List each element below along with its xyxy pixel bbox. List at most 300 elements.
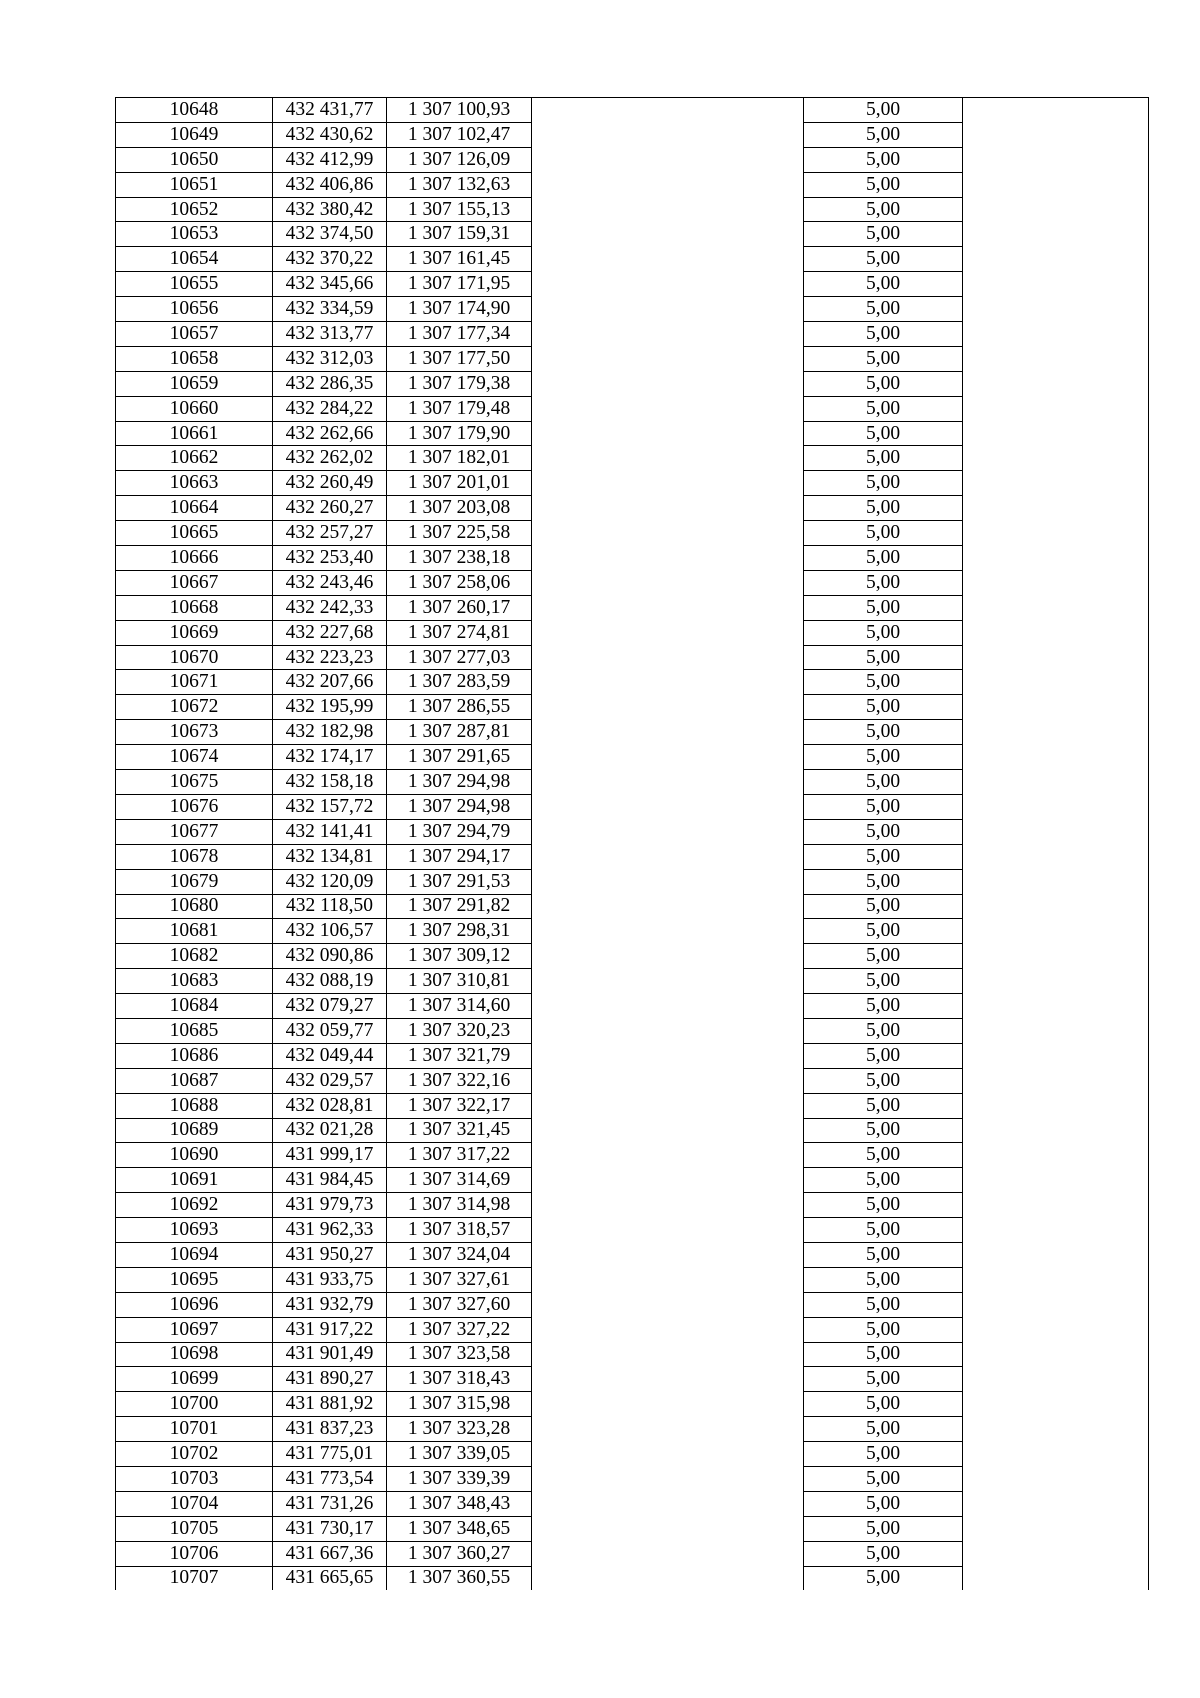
empty-cell	[532, 122, 804, 147]
empty-cell	[532, 172, 804, 197]
value-cell: 5,00	[804, 197, 963, 222]
point-number-cell: 10658	[116, 346, 273, 371]
empty-cell	[532, 819, 804, 844]
table-row	[116, 1242, 1149, 1267]
point-number-cell: 10668	[116, 595, 273, 620]
empty-cell	[532, 346, 804, 371]
point-number-cell: 10684	[116, 994, 273, 1019]
point-number-cell: 10702	[116, 1442, 273, 1467]
table-row	[116, 1118, 1149, 1143]
y-coordinate-cell: 1 307 287,81	[387, 720, 532, 745]
point-number-cell: 10650	[116, 147, 273, 172]
value-cell: 5,00	[804, 396, 963, 421]
y-coordinate-cell: 1 307 310,81	[387, 969, 532, 994]
value-cell: 5,00	[804, 1118, 963, 1143]
y-coordinate-cell: 1 307 291,65	[387, 745, 532, 770]
x-coordinate-cell: 432 090,86	[273, 944, 387, 969]
y-coordinate-cell: 1 307 179,38	[387, 371, 532, 396]
empty-cell	[532, 1541, 804, 1566]
empty-cell	[963, 1292, 1149, 1317]
table-row	[116, 1491, 1149, 1516]
empty-cell	[963, 147, 1149, 172]
point-number-cell: 10707	[116, 1566, 273, 1590]
y-coordinate-cell: 1 307 327,60	[387, 1292, 532, 1317]
y-coordinate-cell: 1 307 201,01	[387, 471, 532, 496]
point-number-cell: 10673	[116, 720, 273, 745]
y-coordinate-cell: 1 307 322,16	[387, 1068, 532, 1093]
table-row	[116, 869, 1149, 894]
point-number-cell: 10663	[116, 471, 273, 496]
x-coordinate-cell: 431 881,92	[273, 1392, 387, 1417]
x-coordinate-cell: 431 731,26	[273, 1491, 387, 1516]
value-cell: 5,00	[804, 247, 963, 272]
empty-cell	[963, 894, 1149, 919]
x-coordinate-cell: 432 157,72	[273, 794, 387, 819]
x-coordinate-cell: 432 345,66	[273, 272, 387, 297]
value-cell: 5,00	[804, 98, 963, 123]
empty-cell	[532, 844, 804, 869]
empty-cell	[963, 819, 1149, 844]
y-coordinate-cell: 1 307 323,58	[387, 1342, 532, 1367]
value-cell: 5,00	[804, 1068, 963, 1093]
point-number-cell: 10662	[116, 446, 273, 471]
y-coordinate-cell: 1 307 294,98	[387, 770, 532, 795]
point-number-cell: 10659	[116, 371, 273, 396]
empty-cell	[532, 1193, 804, 1218]
empty-cell	[532, 745, 804, 770]
point-number-cell: 10655	[116, 272, 273, 297]
empty-cell	[532, 1267, 804, 1292]
point-number-cell: 10669	[116, 620, 273, 645]
empty-cell	[963, 322, 1149, 347]
empty-cell	[963, 1093, 1149, 1118]
point-number-cell: 10688	[116, 1093, 273, 1118]
empty-cell	[532, 969, 804, 994]
empty-cell	[963, 695, 1149, 720]
x-coordinate-cell: 431 775,01	[273, 1442, 387, 1467]
y-coordinate-cell: 1 307 318,57	[387, 1218, 532, 1243]
table-row	[116, 994, 1149, 1019]
empty-cell	[532, 471, 804, 496]
x-coordinate-cell: 432 028,81	[273, 1093, 387, 1118]
empty-cell	[963, 172, 1149, 197]
table-row	[116, 1093, 1149, 1118]
table-row	[116, 819, 1149, 844]
table-row	[116, 147, 1149, 172]
table-row	[116, 670, 1149, 695]
value-cell: 5,00	[804, 1516, 963, 1541]
empty-cell	[963, 794, 1149, 819]
value-cell: 5,00	[804, 745, 963, 770]
empty-cell	[532, 297, 804, 322]
point-number-cell: 10683	[116, 969, 273, 994]
value-cell: 5,00	[804, 1292, 963, 1317]
y-coordinate-cell: 1 307 161,45	[387, 247, 532, 272]
y-coordinate-cell: 1 307 177,50	[387, 346, 532, 371]
empty-cell	[963, 1118, 1149, 1143]
value-cell: 5,00	[804, 297, 963, 322]
empty-cell	[963, 595, 1149, 620]
point-number-cell: 10695	[116, 1267, 273, 1292]
value-cell: 5,00	[804, 1317, 963, 1342]
point-number-cell: 10670	[116, 645, 273, 670]
empty-cell	[532, 1566, 804, 1590]
empty-cell	[963, 645, 1149, 670]
x-coordinate-cell: 432 120,09	[273, 869, 387, 894]
empty-cell	[963, 1218, 1149, 1243]
value-cell: 5,00	[804, 272, 963, 297]
x-coordinate-cell: 432 430,62	[273, 122, 387, 147]
value-cell: 5,00	[804, 894, 963, 919]
y-coordinate-cell: 1 307 132,63	[387, 172, 532, 197]
x-coordinate-cell: 432 257,27	[273, 521, 387, 546]
y-coordinate-cell: 1 307 324,04	[387, 1242, 532, 1267]
empty-cell	[963, 496, 1149, 521]
y-coordinate-cell: 1 307 339,05	[387, 1442, 532, 1467]
x-coordinate-cell: 432 370,22	[273, 247, 387, 272]
empty-cell	[532, 595, 804, 620]
value-cell: 5,00	[804, 1342, 963, 1367]
table-row	[116, 844, 1149, 869]
point-number-cell: 10661	[116, 421, 273, 446]
empty-cell	[963, 521, 1149, 546]
y-coordinate-cell: 1 307 294,17	[387, 844, 532, 869]
value-cell: 5,00	[804, 994, 963, 1019]
y-coordinate-cell: 1 307 348,65	[387, 1516, 532, 1541]
table-row	[116, 620, 1149, 645]
empty-cell	[963, 247, 1149, 272]
table-row	[116, 172, 1149, 197]
value-cell: 5,00	[804, 172, 963, 197]
table-row	[116, 546, 1149, 571]
value-cell: 5,00	[804, 720, 963, 745]
value-cell: 5,00	[804, 1267, 963, 1292]
point-number-cell: 10675	[116, 770, 273, 795]
x-coordinate-cell: 432 079,27	[273, 994, 387, 1019]
empty-cell	[532, 695, 804, 720]
empty-cell	[963, 371, 1149, 396]
value-cell: 5,00	[804, 844, 963, 869]
empty-cell	[532, 1093, 804, 1118]
x-coordinate-cell: 432 134,81	[273, 844, 387, 869]
table-row	[116, 919, 1149, 944]
x-coordinate-cell: 431 932,79	[273, 1292, 387, 1317]
empty-cell	[532, 894, 804, 919]
point-number-cell: 10703	[116, 1466, 273, 1491]
table-row	[116, 396, 1149, 421]
table-row	[116, 1392, 1149, 1417]
y-coordinate-cell: 1 307 327,22	[387, 1317, 532, 1342]
point-number-cell: 10654	[116, 247, 273, 272]
value-cell: 5,00	[804, 595, 963, 620]
empty-cell	[963, 1043, 1149, 1068]
empty-cell	[963, 1267, 1149, 1292]
table-row	[116, 894, 1149, 919]
x-coordinate-cell: 431 837,23	[273, 1417, 387, 1442]
y-coordinate-cell: 1 307 179,48	[387, 396, 532, 421]
point-number-cell: 10682	[116, 944, 273, 969]
y-coordinate-cell: 1 307 159,31	[387, 222, 532, 247]
value-cell: 5,00	[804, 546, 963, 571]
table-row	[116, 222, 1149, 247]
x-coordinate-cell: 432 286,35	[273, 371, 387, 396]
x-coordinate-cell: 431 773,54	[273, 1466, 387, 1491]
point-number-cell: 10664	[116, 496, 273, 521]
table-row	[116, 745, 1149, 770]
value-cell: 5,00	[804, 1491, 963, 1516]
empty-cell	[532, 570, 804, 595]
y-coordinate-cell: 1 307 360,27	[387, 1541, 532, 1566]
table-row	[116, 122, 1149, 147]
point-number-cell: 10693	[116, 1218, 273, 1243]
y-coordinate-cell: 1 307 314,60	[387, 994, 532, 1019]
x-coordinate-cell: 432 284,22	[273, 396, 387, 421]
value-cell: 5,00	[804, 1466, 963, 1491]
x-coordinate-cell: 432 260,27	[273, 496, 387, 521]
empty-cell	[963, 1466, 1149, 1491]
value-cell: 5,00	[804, 147, 963, 172]
table-row	[116, 1218, 1149, 1243]
value-cell: 5,00	[804, 794, 963, 819]
value-cell: 5,00	[804, 670, 963, 695]
x-coordinate-cell: 432 088,19	[273, 969, 387, 994]
x-coordinate-cell: 432 106,57	[273, 919, 387, 944]
y-coordinate-cell: 1 307 179,90	[387, 421, 532, 446]
point-number-cell: 10672	[116, 695, 273, 720]
table-row	[116, 521, 1149, 546]
empty-cell	[532, 1516, 804, 1541]
empty-cell	[532, 1491, 804, 1516]
empty-cell	[963, 994, 1149, 1019]
x-coordinate-cell: 432 242,33	[273, 595, 387, 620]
table-row	[116, 1018, 1149, 1043]
y-coordinate-cell: 1 307 320,23	[387, 1018, 532, 1043]
table-row	[116, 695, 1149, 720]
x-coordinate-cell: 432 227,68	[273, 620, 387, 645]
point-number-cell: 10678	[116, 844, 273, 869]
y-coordinate-cell: 1 307 309,12	[387, 944, 532, 969]
y-coordinate-cell: 1 307 315,98	[387, 1392, 532, 1417]
value-cell: 5,00	[804, 1566, 963, 1590]
empty-cell	[532, 197, 804, 222]
table-row	[116, 1566, 1149, 1590]
empty-cell	[963, 620, 1149, 645]
empty-cell	[532, 1168, 804, 1193]
point-number-cell: 10649	[116, 122, 273, 147]
empty-cell	[963, 446, 1149, 471]
empty-cell	[963, 570, 1149, 595]
point-number-cell: 10656	[116, 297, 273, 322]
x-coordinate-cell: 432 207,66	[273, 670, 387, 695]
empty-cell	[532, 1342, 804, 1367]
table-row	[116, 1516, 1149, 1541]
x-coordinate-cell: 431 665,65	[273, 1566, 387, 1590]
table-body	[116, 98, 1149, 1591]
point-number-cell: 10694	[116, 1242, 273, 1267]
point-number-cell: 10679	[116, 869, 273, 894]
y-coordinate-cell: 1 307 260,17	[387, 595, 532, 620]
x-coordinate-cell: 431 950,27	[273, 1242, 387, 1267]
empty-cell	[532, 272, 804, 297]
value-cell: 5,00	[804, 1143, 963, 1168]
empty-cell	[532, 496, 804, 521]
table-row	[116, 197, 1149, 222]
empty-cell	[532, 1392, 804, 1417]
point-number-cell: 10689	[116, 1118, 273, 1143]
value-cell: 5,00	[804, 1218, 963, 1243]
value-cell: 5,00	[804, 1442, 963, 1467]
value-cell: 5,00	[804, 496, 963, 521]
empty-cell	[963, 1018, 1149, 1043]
x-coordinate-cell: 432 223,23	[273, 645, 387, 670]
x-coordinate-cell: 432 021,28	[273, 1118, 387, 1143]
table-row	[116, 794, 1149, 819]
empty-cell	[532, 620, 804, 645]
y-coordinate-cell: 1 307 225,58	[387, 521, 532, 546]
table-row	[116, 720, 1149, 745]
table-row	[116, 1043, 1149, 1068]
point-number-cell: 10667	[116, 570, 273, 595]
y-coordinate-cell: 1 307 286,55	[387, 695, 532, 720]
value-cell: 5,00	[804, 944, 963, 969]
table-row	[116, 272, 1149, 297]
value-cell: 5,00	[804, 1093, 963, 1118]
table-row	[116, 371, 1149, 396]
table-row	[116, 421, 1149, 446]
empty-cell	[532, 720, 804, 745]
empty-cell	[532, 396, 804, 421]
empty-cell	[532, 521, 804, 546]
x-coordinate-cell: 431 901,49	[273, 1342, 387, 1367]
x-coordinate-cell: 432 253,40	[273, 546, 387, 571]
value-cell: 5,00	[804, 1392, 963, 1417]
empty-cell	[963, 1417, 1149, 1442]
empty-cell	[532, 994, 804, 1019]
point-number-cell: 10697	[116, 1317, 273, 1342]
empty-cell	[532, 247, 804, 272]
empty-cell	[963, 1491, 1149, 1516]
table-row	[116, 944, 1149, 969]
y-coordinate-cell: 1 307 339,39	[387, 1466, 532, 1491]
x-coordinate-cell: 432 059,77	[273, 1018, 387, 1043]
empty-cell	[963, 546, 1149, 571]
empty-cell	[963, 1516, 1149, 1541]
point-number-cell: 10677	[116, 819, 273, 844]
value-cell: 5,00	[804, 421, 963, 446]
y-coordinate-cell: 1 307 171,95	[387, 272, 532, 297]
empty-cell	[532, 98, 804, 123]
table-row	[116, 346, 1149, 371]
point-number-cell: 10686	[116, 1043, 273, 1068]
empty-cell	[532, 670, 804, 695]
point-number-cell: 10705	[116, 1516, 273, 1541]
point-number-cell: 10666	[116, 546, 273, 571]
empty-cell	[963, 272, 1149, 297]
value-cell: 5,00	[804, 1018, 963, 1043]
empty-cell	[532, 794, 804, 819]
x-coordinate-cell: 432 049,44	[273, 1043, 387, 1068]
empty-cell	[963, 98, 1149, 123]
y-coordinate-cell: 1 307 291,82	[387, 894, 532, 919]
point-number-cell: 10665	[116, 521, 273, 546]
table-row	[116, 496, 1149, 521]
x-coordinate-cell: 432 334,59	[273, 297, 387, 322]
table-row	[116, 297, 1149, 322]
y-coordinate-cell: 1 307 283,59	[387, 670, 532, 695]
empty-cell	[963, 1317, 1149, 1342]
empty-cell	[963, 1541, 1149, 1566]
point-number-cell: 10685	[116, 1018, 273, 1043]
table-row	[116, 98, 1149, 123]
empty-cell	[963, 197, 1149, 222]
point-number-cell: 10692	[116, 1193, 273, 1218]
y-coordinate-cell: 1 307 298,31	[387, 919, 532, 944]
table-row	[116, 770, 1149, 795]
point-number-cell: 10687	[116, 1068, 273, 1093]
table-row	[116, 570, 1149, 595]
table-row	[116, 1417, 1149, 1442]
empty-cell	[963, 421, 1149, 446]
empty-cell	[532, 1242, 804, 1267]
y-coordinate-cell: 1 307 177,34	[387, 322, 532, 347]
y-coordinate-cell: 1 307 314,98	[387, 1193, 532, 1218]
empty-cell	[532, 1218, 804, 1243]
y-coordinate-cell: 1 307 360,55	[387, 1566, 532, 1590]
point-number-cell: 10700	[116, 1392, 273, 1417]
table-row	[116, 1367, 1149, 1392]
y-coordinate-cell: 1 307 317,22	[387, 1143, 532, 1168]
table-row	[116, 969, 1149, 994]
empty-cell	[963, 1392, 1149, 1417]
x-coordinate-cell: 432 174,17	[273, 745, 387, 770]
empty-cell	[963, 1143, 1149, 1168]
value-cell: 5,00	[804, 371, 963, 396]
table-row	[116, 1143, 1149, 1168]
y-coordinate-cell: 1 307 274,81	[387, 620, 532, 645]
x-coordinate-cell: 432 118,50	[273, 894, 387, 919]
point-number-cell: 10674	[116, 745, 273, 770]
y-coordinate-cell: 1 307 277,03	[387, 645, 532, 670]
empty-cell	[532, 1068, 804, 1093]
x-coordinate-cell: 432 431,77	[273, 98, 387, 123]
point-number-cell: 10651	[116, 172, 273, 197]
value-cell: 5,00	[804, 1043, 963, 1068]
empty-cell	[532, 645, 804, 670]
x-coordinate-cell: 432 243,46	[273, 570, 387, 595]
value-cell: 5,00	[804, 1541, 963, 1566]
y-coordinate-cell: 1 307 321,79	[387, 1043, 532, 1068]
x-coordinate-cell: 431 730,17	[273, 1516, 387, 1541]
y-coordinate-cell: 1 307 238,18	[387, 546, 532, 571]
point-number-cell: 10653	[116, 222, 273, 247]
point-number-cell: 10704	[116, 1491, 273, 1516]
value-cell: 5,00	[804, 122, 963, 147]
y-coordinate-cell: 1 307 348,43	[387, 1491, 532, 1516]
point-number-cell: 10660	[116, 396, 273, 421]
y-coordinate-cell: 1 307 291,53	[387, 869, 532, 894]
x-coordinate-cell: 431 979,73	[273, 1193, 387, 1218]
value-cell: 5,00	[804, 346, 963, 371]
table-row	[116, 446, 1149, 471]
table-row	[116, 1442, 1149, 1467]
empty-cell	[963, 1566, 1149, 1590]
empty-cell	[963, 122, 1149, 147]
point-number-cell: 10652	[116, 197, 273, 222]
y-coordinate-cell: 1 307 102,47	[387, 122, 532, 147]
empty-cell	[963, 745, 1149, 770]
x-coordinate-cell: 432 406,86	[273, 172, 387, 197]
value-cell: 5,00	[804, 1367, 963, 1392]
